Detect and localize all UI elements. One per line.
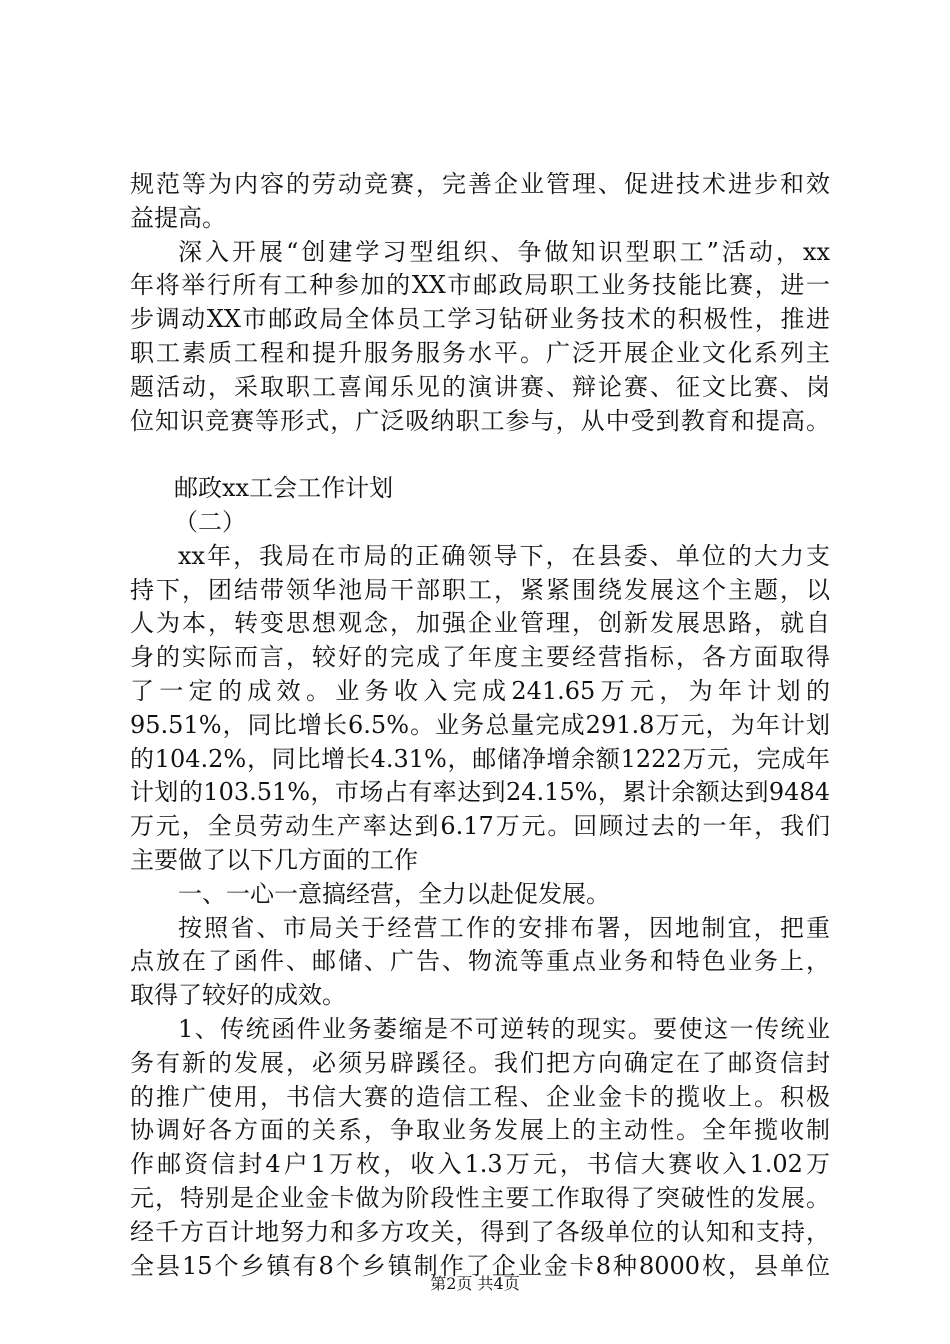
text-line: 身的实际而言，较好的完成了年度主要经营指标，各方面取得	[130, 643, 830, 672]
paragraph-first-line: 按照省、市局关于经营工作的安排布署，因地制宜，把重	[178, 913, 830, 942]
text-line: 万元，全员劳动生产率达到6.17万元。回顾过去的一年，我们	[130, 812, 830, 841]
text-line: 持下，团结带领华池局干部职工，紧紧围绕发展这个主题，以	[130, 575, 830, 604]
text-line: 步调动XX市邮政局全体员工学习钻研业务技术的积极性，推进	[130, 305, 830, 334]
text-line: 的104.2%，同比增长4.31%，邮储净增余额1222万元，完成年	[130, 744, 830, 773]
text-line: 年将举行所有工种参加的XX市邮政局职工业务技能比赛，进一	[130, 271, 830, 300]
text-line: 益提高。	[130, 203, 226, 232]
text-line: 经千方百计地努力和多方攻关，得到了各级单位的认知和支持，	[130, 1217, 830, 1246]
text-line: 位知识竞赛等形式，广泛吸纳职工参与，从中受到教育和提高。	[130, 406, 830, 435]
text-line: 全县15个乡镇有8个乡镇制作了企业金卡8种8000枚，县单位	[130, 1251, 830, 1280]
text-line: 务有新的发展，必须另辟蹊径。我们把方向确定在了邮资信封	[130, 1048, 830, 1077]
text-line: 了一定的成效。业务收入完成241.65万元，为年计划的	[130, 676, 830, 705]
text-line: 题活动，采取职工喜闻乐见的演讲赛、辩论赛、征文比赛、岗	[130, 372, 830, 401]
text-line: 点放在了函件、邮储、广告、物流等重点业务和特色业务上，	[130, 947, 830, 976]
text-line: 元，特别是企业金卡做为阶段性主要工作取得了突破性的发展。	[130, 1183, 830, 1212]
text-line: 取得了较好的成效。	[130, 981, 346, 1010]
paragraph-first-line: 1、传统函件业务萎缩是不可逆转的现实。要使这一传统业	[178, 1014, 830, 1043]
text-line: 职工素质工程和提升服务服务水平。广泛开展企业文化系列主	[130, 338, 830, 367]
text-line: 人为本，转变思想观念，加强企业管理，创新发展思路，就自	[130, 609, 830, 638]
text-line: 计划的103.51%，市场占有率达到24.15%，累计余额达到9484	[130, 778, 830, 807]
page-footer	[0, 1274, 950, 1294]
section-heading: 一、一心一意搞经营，全力以赴促发展。	[178, 879, 610, 908]
paragraph-first-line: 深入开展“创建学习型组织、争做知识型职工”活动，xx	[178, 237, 830, 266]
text-line: 规范等为内容的劳动竞赛，完善企业管理、促进技术进步和效	[130, 170, 830, 198]
text-line: 作邮资信封4户1万枚，收入1.3万元，书信大赛收入1.02万	[130, 1150, 830, 1179]
section-subtitle: （二）	[174, 507, 246, 536]
document-body	[130, 168, 830, 1283]
blank-line	[130, 438, 830, 472]
page-number: 第2页 共4页	[430, 1274, 520, 1293]
section-title: 邮政xx工会工作计划	[174, 474, 394, 503]
paragraph-first-line: xx年，我局在市局的正确领导下，在县委、单位的大力支	[178, 541, 830, 570]
text-line: 95.51%，同比增长6.5%。业务总量完成291.8万元，为年计划	[130, 710, 830, 739]
text-line: 主要做了以下几方面的工作	[130, 845, 418, 874]
text-line: 的推广使用，书信大赛的造信工程、企业金卡的揽收上。积极	[130, 1082, 830, 1111]
text-line: 协调好各方面的关系，争取业务发展上的主动性。全年揽收制	[130, 1116, 830, 1145]
